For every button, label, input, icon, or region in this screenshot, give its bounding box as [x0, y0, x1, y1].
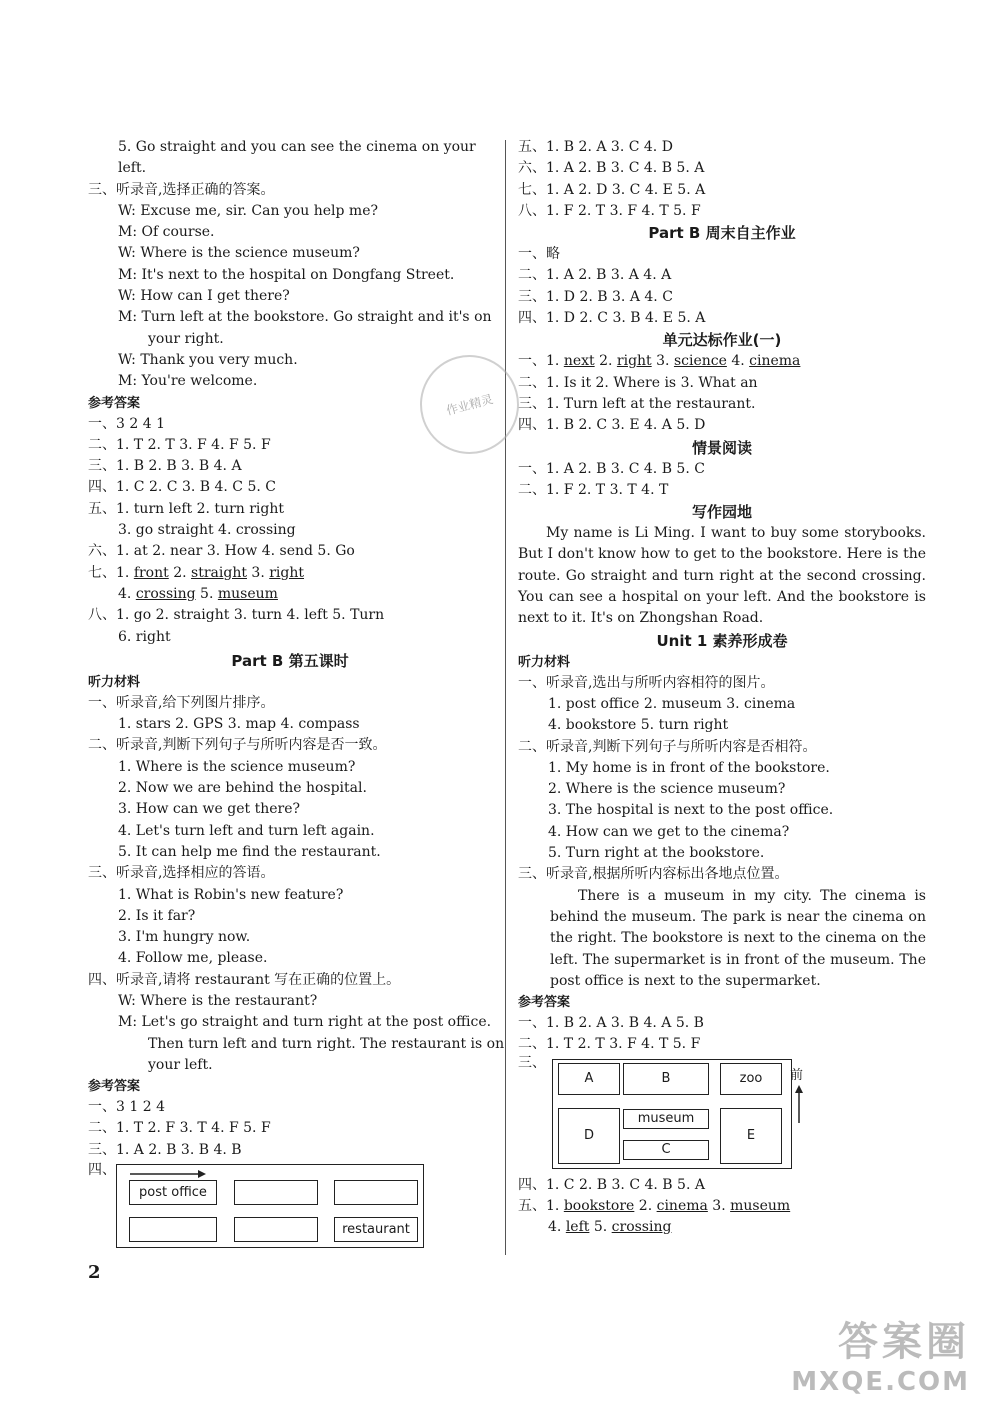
right-column: [518, 137, 926, 1239]
text-span: 4.: [548, 1219, 566, 1236]
answer-line: 六、1. at 2. near 3. How 4. send 5. Go: [88, 543, 355, 560]
answer-line: 三、1. B 2. B 3. B 4. A: [88, 458, 242, 475]
text-span: 一、1.: [518, 353, 564, 370]
watermark-logo: [791, 1310, 970, 1397]
section-heading: 情景阅读: [691, 438, 752, 457]
map-box-empty: [334, 1180, 418, 1205]
underlined-answer: cinema: [656, 1197, 708, 1214]
answer-line: 二、1. T 2. T 3. F 4. F 5. F: [88, 436, 271, 453]
answer-line: 一、3 2 4 1: [88, 415, 165, 432]
section-title: 三、听录音,选择正确的答案。: [88, 181, 275, 198]
text-line: 4. Let's turn left and turn left again.: [118, 822, 375, 839]
text-line: 4. Follow me, please.: [118, 950, 268, 967]
text-line: 1. Where is the science museum?: [118, 758, 356, 775]
route-map-diagram: [88, 1164, 492, 1254]
answer-line: 6. right: [118, 628, 171, 645]
text-span: 2.: [594, 353, 617, 370]
underlined-answer: right: [616, 353, 652, 370]
text-line: 4. How can we get to the cinema?: [548, 823, 790, 840]
underlined-answer: cinema: [749, 353, 801, 370]
part-title: Part B 第五课时: [231, 651, 349, 670]
column-divider: [505, 140, 506, 1255]
arrow-right-icon: [128, 1168, 208, 1180]
text-span: 2.: [168, 564, 192, 581]
map-box-a: A: [558, 1063, 620, 1095]
text-span: 3.: [246, 564, 270, 581]
answer-heading: 参考答案: [88, 395, 141, 411]
answer-line: 一、3 1 2 4: [88, 1099, 165, 1116]
map-box-empty: [234, 1217, 318, 1242]
map-box-museum: museum: [623, 1109, 709, 1129]
text-span: 七、1.: [88, 564, 134, 581]
map-box-restaurant: restaurant: [334, 1217, 418, 1242]
text-line: 5. Turn right at the bookstore.: [548, 845, 765, 862]
answer-line: 3. go straight 4. crossing: [118, 522, 296, 539]
text-span: 3.: [707, 1197, 731, 1214]
dialogue-line: Then turn left and turn right. The restaurant is on: [148, 1035, 505, 1052]
underlined-answer: museum: [730, 1197, 791, 1214]
answer-line: 八、1. F 2. T 3. F 4. T 5. F: [518, 202, 701, 219]
answer-line: 四、1. B 2. C 3. E 4. A 5. D: [518, 417, 706, 434]
answer-line: 五、1. turn left 2. turn right: [88, 500, 285, 517]
text-line: 1. What is Robin's new feature?: [118, 886, 344, 903]
text-line: 5. Go straight and you can see the cinema on your: [118, 139, 476, 155]
left-column: [88, 137, 505, 1254]
answer-line: 三、1. A 2. B 3. B 4. B: [88, 1141, 242, 1158]
answer-line: 二、1. T 2. F 3. T 4. F 5. F: [88, 1120, 271, 1137]
listening-heading: 听力材料: [88, 674, 141, 690]
writing-paragraph: My name is Li Ming. I want to buy some storybooks. But I don't know how to get to the bookstore. Here is the route. Go straight and turn right at the second crossing. You can see a hospital on your left. And the bookstore is next to it. It's on Zhongshan Road.: [518, 525, 926, 627]
underlined-answer: museum: [217, 585, 278, 602]
underlined-answer: crossing: [135, 585, 196, 602]
text-line: 3. The hospital is next to the post office.: [548, 802, 834, 819]
dialogue-line: M: Let's go straight and turn right at the post office.: [118, 1014, 492, 1031]
section-title: 二、听录音,判断下列句子与所听内容是否相符。: [518, 738, 817, 755]
section-heading: 写作园地: [691, 503, 752, 522]
underlined-answer: straight: [191, 564, 247, 581]
answer-line: 四、1. D 2. C 3. B 4. E 5. A: [518, 310, 706, 327]
listening-heading: 听力材料: [518, 654, 571, 670]
answer-line: 四、1. C 2. C 3. B 4. C 5. C: [88, 479, 276, 496]
underlined-answer: next: [563, 353, 595, 370]
underlined-answer: front: [133, 564, 169, 581]
text-span: 4.: [726, 353, 750, 370]
text-line: 3. How can we get there?: [118, 801, 300, 818]
underlined-answer: left: [565, 1219, 590, 1236]
text-line: 5. It can help me find the restaurant.: [118, 843, 381, 860]
answer-line: 五、1. B 2. A 3. C 4. D: [518, 139, 673, 155]
dialogue-line: M: It's next to the hospital on Dongfang Street.: [118, 266, 455, 283]
text-span: 4.: [118, 585, 136, 602]
text-line: 3. I'm hungry now.: [118, 929, 251, 946]
answer-line: 一、1. A 2. B 3. C 4. B 5. C: [518, 460, 705, 477]
text-span: 2.: [634, 1197, 657, 1214]
section-title: 四、听录音,请将 restaurant 写在正确的位置上。: [88, 971, 401, 988]
answer-line: [88, 563, 492, 584]
text-line: 2. Now we are behind the hospital.: [118, 780, 367, 797]
answer-line: [88, 584, 492, 605]
text-line: 1. stars 2. GPS 3. map 4. compass: [118, 716, 360, 733]
map-box-e: E: [720, 1108, 782, 1164]
dialogue-line: M: You're welcome.: [118, 373, 258, 390]
dialogue-line: M: Of course.: [118, 224, 215, 241]
city-map-diagram: [518, 1054, 926, 1175]
underlined-answer: crossing: [611, 1219, 672, 1236]
answer-line: 二、1. A 2. B 3. A 4. A: [518, 267, 672, 284]
section-title: 三、听录音,选择相应的答语。: [88, 865, 275, 882]
section-title: 一、听录音,选出与所听内容相符的图片。: [518, 674, 775, 691]
answer-line: 二、1. F 2. T 3. T 4. T: [518, 481, 669, 498]
text-span: 3.: [651, 353, 674, 370]
text-line: 2. Is it far?: [118, 907, 196, 924]
dialogue-line: your left.: [148, 1056, 213, 1073]
dialogue-line: W: How can I get there?: [118, 288, 290, 305]
answer-line: [518, 1196, 926, 1217]
map-box-empty: [129, 1217, 217, 1242]
section-heading: Part B 周末自主作业: [648, 224, 796, 243]
answer-line: 一、1. B 2. A 3. B 4. A 5. B: [518, 1015, 704, 1032]
text-span: 五、1.: [518, 1197, 564, 1214]
answer-line: 一、略: [518, 246, 560, 263]
dialogue-line: M: Turn left at the bookstore. Go straight and it's on: [118, 309, 492, 326]
map-box-post-office: post office: [129, 1180, 217, 1205]
map-box-b: B: [623, 1063, 709, 1095]
text-span: 5.: [195, 585, 218, 602]
section-heading: Unit 1 素养形成卷: [656, 631, 788, 650]
direction-label: 前: [790, 1067, 804, 1083]
text-span: 5.: [589, 1219, 612, 1236]
answer-line: 七、1. A 2. D 3. C 4. E 5. A: [518, 181, 706, 198]
answer-line: 三、1. D 2. B 3. A 4. C: [518, 288, 673, 305]
answer-line: 六、1. A 2. B 3. C 4. B 5. A: [518, 160, 705, 177]
answer-label: 四、: [88, 1162, 116, 1179]
map-box-empty: [234, 1180, 318, 1205]
section-title: 二、听录音,判断下列句子与所听内容是否一致。: [88, 737, 387, 754]
section-heading: 单元达标作业(一): [662, 331, 782, 350]
section-title: 三、听录音,根据所听内容标出各地点位置。: [518, 866, 789, 883]
map-box-d: D: [558, 1108, 620, 1164]
watermark-text: MXQE.COM: [791, 1367, 970, 1397]
dialogue-line: W: Where is the restaurant?: [118, 992, 318, 1009]
map-box-zoo: zoo: [720, 1063, 782, 1095]
answer-label: 三、: [518, 1054, 546, 1071]
page-number: 2: [88, 1262, 101, 1283]
underlined-answer: right: [269, 564, 305, 581]
text-line: 4. bookstore 5. turn right: [548, 717, 729, 734]
text-line: left.: [118, 160, 147, 177]
dialogue-line: your right.: [148, 330, 224, 347]
watermark-text: 答案圈: [838, 1319, 970, 1365]
underlined-answer: science: [673, 353, 727, 370]
answer-line: 八、1. go 2. straight 3. turn 4. left 5. Turn: [88, 607, 385, 624]
section-title: 一、听录音,给下列图片排序。: [88, 694, 275, 711]
answer-line: [518, 1217, 926, 1238]
underlined-answer: bookstore: [563, 1197, 635, 1214]
answer-heading: 参考答案: [88, 1079, 141, 1095]
answer-line: 二、1. Is it 2. Where is 3. What an: [518, 374, 758, 391]
answer-line: 二、1. T 2. T 3. F 4. T 5. F: [518, 1036, 701, 1053]
text-line: 2. Where is the science museum?: [548, 781, 786, 798]
dialogue-line: W: Thank you very much.: [118, 351, 298, 368]
text-line: 1. post office 2. museum 3. cinema: [548, 695, 796, 712]
answer-line: 三、1. Turn left at the restaurant.: [518, 395, 756, 412]
dialogue-line: W: Where is the science museum?: [118, 245, 360, 262]
map-box-c: C: [623, 1140, 709, 1160]
text-line: 1. My home is in front of the bookstore.: [548, 759, 830, 776]
arrow-up-icon: [793, 1085, 805, 1125]
dialogue-line: W: Excuse me, sir. Can you help me?: [118, 202, 378, 219]
stamp-logo: 作业精灵: [409, 344, 530, 465]
answer-line: [518, 351, 926, 372]
answer-line: 四、1. C 2. B 3. C 4. B 5. A: [518, 1176, 705, 1193]
listening-paragraph: There is a museum in my city. The cinema is behind the museum. The park is near the cinema on the right. The bookstore is next to the cinema on the left. The supermarket is in front of the museum. The post office is next to the supermarket.: [550, 887, 926, 989]
answer-heading: 参考答案: [518, 995, 571, 1011]
